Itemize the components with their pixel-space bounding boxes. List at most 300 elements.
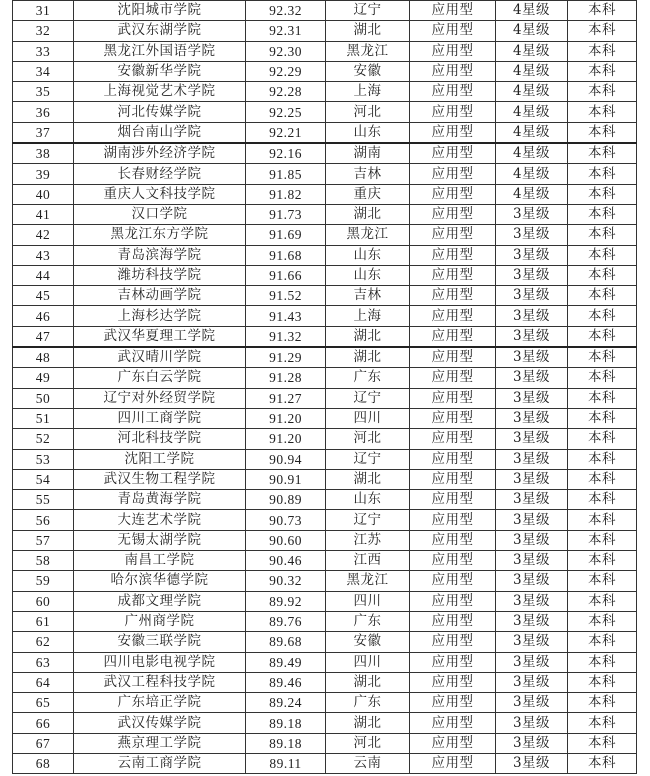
school-type-cell: 应用型	[410, 693, 496, 713]
table-row	[13, 265, 637, 285]
school-type-cell: 应用型	[410, 286, 496, 306]
score-cell: 90.32	[246, 571, 326, 591]
school-type-cell: 应用型	[410, 753, 496, 773]
university-name-cell: 武汉东湖学院	[74, 21, 246, 41]
star-level-cell: 3星级	[496, 469, 568, 489]
school-type-cell: 应用型	[410, 510, 496, 530]
score-cell: 89.68	[246, 632, 326, 652]
education-level-cell: 本科	[568, 693, 637, 713]
score-cell: 90.73	[246, 510, 326, 530]
university-name-cell: 河北传媒学院	[74, 102, 246, 122]
score-cell: 90.91	[246, 469, 326, 489]
star-level-cell: 3星级	[496, 245, 568, 265]
table-row	[13, 632, 637, 652]
province-cell: 山东	[326, 490, 410, 510]
table-row	[13, 408, 637, 428]
province-cell: 四川	[326, 408, 410, 428]
education-level-cell: 本科	[568, 286, 637, 306]
university-name-cell: 哈尔滨华德学院	[74, 571, 246, 591]
university-name-cell: 上海杉达学院	[74, 306, 246, 326]
province-cell: 广东	[326, 611, 410, 631]
university-name-cell: 青岛滨海学院	[74, 245, 246, 265]
education-level-cell: 本科	[568, 388, 637, 408]
rank-cell: 51	[13, 408, 74, 428]
star-level-cell: 3星级	[496, 388, 568, 408]
star-level-cell: 3星级	[496, 429, 568, 449]
university-name-cell: 吉林动画学院	[74, 286, 246, 306]
school-type-cell: 应用型	[410, 530, 496, 550]
star-level-cell: 3星级	[496, 713, 568, 733]
education-level-cell: 本科	[568, 530, 637, 550]
score-cell: 91.69	[246, 225, 326, 245]
rank-cell: 35	[13, 82, 74, 102]
education-level-cell: 本科	[568, 368, 637, 388]
school-type-cell: 应用型	[410, 652, 496, 672]
rank-cell: 59	[13, 571, 74, 591]
rank-cell: 31	[13, 1, 74, 21]
star-level-cell: 3星级	[496, 530, 568, 550]
province-cell: 山东	[326, 265, 410, 285]
university-name-cell: 沈阳城市学院	[74, 1, 246, 21]
star-level-cell: 3星级	[496, 510, 568, 530]
table-row	[13, 225, 637, 245]
star-level-cell: 3星级	[496, 347, 568, 368]
education-level-cell: 本科	[568, 225, 637, 245]
score-cell: 89.49	[246, 652, 326, 672]
star-level-cell: 3星级	[496, 571, 568, 591]
star-level-cell: 3星级	[496, 632, 568, 652]
score-cell: 91.27	[246, 388, 326, 408]
school-type-cell: 应用型	[410, 469, 496, 489]
university-name-cell: 武汉工程科技学院	[74, 672, 246, 692]
university-name-cell: 河北科技学院	[74, 429, 246, 449]
score-cell: 91.68	[246, 245, 326, 265]
province-cell: 湖南	[326, 143, 410, 164]
rank-cell: 39	[13, 164, 74, 184]
university-name-cell: 湖南涉外经济学院	[74, 143, 246, 164]
province-cell: 黑龙江	[326, 41, 410, 61]
score-cell: 92.30	[246, 41, 326, 61]
education-level-cell: 本科	[568, 306, 637, 326]
university-name-cell: 武汉华夏理工学院	[74, 326, 246, 347]
score-cell: 89.24	[246, 693, 326, 713]
score-cell: 89.11	[246, 753, 326, 773]
star-level-cell: 3星级	[496, 611, 568, 631]
star-level-cell: 3星级	[496, 652, 568, 672]
province-cell: 四川	[326, 591, 410, 611]
province-cell: 江西	[326, 551, 410, 571]
rank-cell: 34	[13, 61, 74, 81]
table-row	[13, 122, 637, 143]
province-cell: 上海	[326, 82, 410, 102]
university-name-cell: 青岛黄海学院	[74, 490, 246, 510]
rank-cell: 57	[13, 530, 74, 550]
rank-cell: 54	[13, 469, 74, 489]
school-type-cell: 应用型	[410, 143, 496, 164]
province-cell: 黑龙江	[326, 225, 410, 245]
star-level-cell: 3星级	[496, 306, 568, 326]
school-type-cell: 应用型	[410, 632, 496, 652]
score-cell: 91.32	[246, 326, 326, 347]
table-row	[13, 652, 637, 672]
province-cell: 云南	[326, 753, 410, 773]
education-level-cell: 本科	[568, 408, 637, 428]
star-level-cell: 4星级	[496, 143, 568, 164]
rank-cell: 40	[13, 184, 74, 204]
rank-cell: 66	[13, 713, 74, 733]
ranking-table-container	[12, 0, 636, 774]
table-row	[13, 611, 637, 631]
rank-cell: 46	[13, 306, 74, 326]
school-type-cell: 应用型	[410, 388, 496, 408]
star-level-cell: 4星级	[496, 41, 568, 61]
education-level-cell: 本科	[568, 245, 637, 265]
school-type-cell: 应用型	[410, 733, 496, 753]
rank-cell: 63	[13, 652, 74, 672]
education-level-cell: 本科	[568, 571, 637, 591]
province-cell: 黑龙江	[326, 571, 410, 591]
rank-cell: 50	[13, 388, 74, 408]
star-level-cell: 3星级	[496, 490, 568, 510]
province-cell: 山东	[326, 245, 410, 265]
score-cell: 91.20	[246, 429, 326, 449]
star-level-cell: 4星级	[496, 82, 568, 102]
education-level-cell: 本科	[568, 672, 637, 692]
score-cell: 90.60	[246, 530, 326, 550]
school-type-cell: 应用型	[410, 61, 496, 81]
rank-cell: 32	[13, 21, 74, 41]
school-type-cell: 应用型	[410, 611, 496, 631]
table-row	[13, 102, 637, 122]
university-name-cell: 沈阳工学院	[74, 449, 246, 469]
table-row	[13, 510, 637, 530]
star-level-cell: 4星级	[496, 122, 568, 143]
province-cell: 上海	[326, 306, 410, 326]
table-row	[13, 286, 637, 306]
school-type-cell: 应用型	[410, 591, 496, 611]
province-cell: 江苏	[326, 530, 410, 550]
rank-cell: 68	[13, 753, 74, 773]
table-row	[13, 143, 637, 164]
score-cell: 92.25	[246, 102, 326, 122]
province-cell: 河北	[326, 733, 410, 753]
school-type-cell: 应用型	[410, 21, 496, 41]
table-row	[13, 713, 637, 733]
university-name-cell: 武汉传媒学院	[74, 713, 246, 733]
province-cell: 湖北	[326, 672, 410, 692]
table-row	[13, 41, 637, 61]
star-level-cell: 3星级	[496, 204, 568, 224]
province-cell: 重庆	[326, 184, 410, 204]
score-cell: 91.85	[246, 164, 326, 184]
score-cell: 90.94	[246, 449, 326, 469]
rank-cell: 58	[13, 551, 74, 571]
province-cell: 广东	[326, 368, 410, 388]
star-level-cell: 3星级	[496, 753, 568, 773]
rank-cell: 55	[13, 490, 74, 510]
star-level-cell: 3星级	[496, 449, 568, 469]
star-level-cell: 3星级	[496, 408, 568, 428]
university-name-cell: 四川工商学院	[74, 408, 246, 428]
school-type-cell: 应用型	[410, 82, 496, 102]
table-row	[13, 21, 637, 41]
school-type-cell: 应用型	[410, 265, 496, 285]
university-name-cell: 成都文理学院	[74, 591, 246, 611]
education-level-cell: 本科	[568, 591, 637, 611]
rank-cell: 64	[13, 672, 74, 692]
university-name-cell: 重庆人文科技学院	[74, 184, 246, 204]
table-row	[13, 1, 637, 21]
score-cell: 91.20	[246, 408, 326, 428]
table-row	[13, 368, 637, 388]
score-cell: 91.29	[246, 347, 326, 368]
university-name-cell: 广东白云学院	[74, 368, 246, 388]
province-cell: 湖北	[326, 469, 410, 489]
university-name-cell: 长春财经学院	[74, 164, 246, 184]
school-type-cell: 应用型	[410, 408, 496, 428]
rank-cell: 33	[13, 41, 74, 61]
university-name-cell: 汉口学院	[74, 204, 246, 224]
school-type-cell: 应用型	[410, 122, 496, 143]
school-type-cell: 应用型	[410, 490, 496, 510]
score-cell: 92.31	[246, 21, 326, 41]
university-name-cell: 广州商学院	[74, 611, 246, 631]
school-type-cell: 应用型	[410, 225, 496, 245]
education-level-cell: 本科	[568, 82, 637, 102]
education-level-cell: 本科	[568, 265, 637, 285]
star-level-cell: 4星级	[496, 61, 568, 81]
score-cell: 89.18	[246, 733, 326, 753]
score-cell: 92.16	[246, 143, 326, 164]
education-level-cell: 本科	[568, 1, 637, 21]
star-level-cell: 3星级	[496, 733, 568, 753]
score-cell: 92.21	[246, 122, 326, 143]
table-row	[13, 693, 637, 713]
education-level-cell: 本科	[568, 326, 637, 347]
school-type-cell: 应用型	[410, 1, 496, 21]
education-level-cell: 本科	[568, 164, 637, 184]
province-cell: 广东	[326, 693, 410, 713]
table-row	[13, 449, 637, 469]
university-ranking-table	[12, 0, 637, 774]
university-name-cell: 潍坊科技学院	[74, 265, 246, 285]
rank-cell: 43	[13, 245, 74, 265]
rank-cell: 36	[13, 102, 74, 122]
table-row	[13, 591, 637, 611]
education-level-cell: 本科	[568, 347, 637, 368]
star-level-cell: 4星级	[496, 102, 568, 122]
university-name-cell: 黑龙江外国语学院	[74, 41, 246, 61]
province-cell: 四川	[326, 652, 410, 672]
school-type-cell: 应用型	[410, 326, 496, 347]
university-name-cell: 四川电影电视学院	[74, 652, 246, 672]
score-cell: 91.82	[246, 184, 326, 204]
score-cell: 89.46	[246, 672, 326, 692]
school-type-cell: 应用型	[410, 672, 496, 692]
university-name-cell: 武汉生物工程学院	[74, 469, 246, 489]
rank-cell: 47	[13, 326, 74, 347]
education-level-cell: 本科	[568, 733, 637, 753]
university-name-cell: 云南工商学院	[74, 753, 246, 773]
education-level-cell: 本科	[568, 713, 637, 733]
star-level-cell: 3星级	[496, 591, 568, 611]
score-cell: 92.32	[246, 1, 326, 21]
table-row	[13, 551, 637, 571]
ranking-table-body	[13, 1, 637, 774]
rank-cell: 48	[13, 347, 74, 368]
education-level-cell: 本科	[568, 429, 637, 449]
score-cell: 91.28	[246, 368, 326, 388]
education-level-cell: 本科	[568, 184, 637, 204]
rank-cell: 44	[13, 265, 74, 285]
province-cell: 河北	[326, 102, 410, 122]
education-level-cell: 本科	[568, 490, 637, 510]
table-row	[13, 530, 637, 550]
province-cell: 安徽	[326, 632, 410, 652]
school-type-cell: 应用型	[410, 429, 496, 449]
rank-cell: 62	[13, 632, 74, 652]
rank-cell: 56	[13, 510, 74, 530]
education-level-cell: 本科	[568, 204, 637, 224]
table-row	[13, 490, 637, 510]
education-level-cell: 本科	[568, 753, 637, 773]
province-cell: 湖北	[326, 713, 410, 733]
education-level-cell: 本科	[568, 551, 637, 571]
province-cell: 河北	[326, 429, 410, 449]
score-cell: 92.29	[246, 61, 326, 81]
rank-cell: 45	[13, 286, 74, 306]
province-cell: 吉林	[326, 286, 410, 306]
education-level-cell: 本科	[568, 122, 637, 143]
province-cell: 辽宁	[326, 449, 410, 469]
university-name-cell: 安徽三联学院	[74, 632, 246, 652]
university-name-cell: 大连艺术学院	[74, 510, 246, 530]
university-name-cell: 武汉晴川学院	[74, 347, 246, 368]
school-type-cell: 应用型	[410, 41, 496, 61]
star-level-cell: 3星级	[496, 551, 568, 571]
table-row	[13, 347, 637, 368]
school-type-cell: 应用型	[410, 306, 496, 326]
rank-cell: 60	[13, 591, 74, 611]
school-type-cell: 应用型	[410, 713, 496, 733]
province-cell: 湖北	[326, 21, 410, 41]
education-level-cell: 本科	[568, 102, 637, 122]
province-cell: 山东	[326, 122, 410, 143]
university-name-cell: 燕京理工学院	[74, 733, 246, 753]
university-name-cell: 安徽新华学院	[74, 61, 246, 81]
education-level-cell: 本科	[568, 21, 637, 41]
university-name-cell: 上海视觉艺术学院	[74, 82, 246, 102]
table-row	[13, 672, 637, 692]
table-row	[13, 753, 637, 773]
star-level-cell: 3星级	[496, 672, 568, 692]
table-row	[13, 326, 637, 347]
rank-cell: 52	[13, 429, 74, 449]
star-level-cell: 4星级	[496, 21, 568, 41]
rank-cell: 37	[13, 122, 74, 143]
table-row	[13, 469, 637, 489]
school-type-cell: 应用型	[410, 245, 496, 265]
table-row	[13, 82, 637, 102]
score-cell: 90.89	[246, 490, 326, 510]
university-name-cell: 辽宁对外经贸学院	[74, 388, 246, 408]
school-type-cell: 应用型	[410, 204, 496, 224]
rank-cell: 38	[13, 143, 74, 164]
province-cell: 辽宁	[326, 510, 410, 530]
province-cell: 湖北	[326, 204, 410, 224]
star-level-cell: 3星级	[496, 286, 568, 306]
education-level-cell: 本科	[568, 611, 637, 631]
star-level-cell: 4星级	[496, 184, 568, 204]
education-level-cell: 本科	[568, 632, 637, 652]
table-row	[13, 204, 637, 224]
university-name-cell: 烟台南山学院	[74, 122, 246, 143]
star-level-cell: 4星级	[496, 164, 568, 184]
education-level-cell: 本科	[568, 510, 637, 530]
score-cell: 89.92	[246, 591, 326, 611]
table-row	[13, 61, 637, 81]
score-cell: 91.52	[246, 286, 326, 306]
rank-cell: 67	[13, 733, 74, 753]
province-cell: 吉林	[326, 164, 410, 184]
school-type-cell: 应用型	[410, 347, 496, 368]
score-cell: 89.18	[246, 713, 326, 733]
school-type-cell: 应用型	[410, 449, 496, 469]
table-row	[13, 571, 637, 591]
score-cell: 92.28	[246, 82, 326, 102]
university-name-cell: 广东培正学院	[74, 693, 246, 713]
table-row	[13, 388, 637, 408]
rank-cell: 41	[13, 204, 74, 224]
rank-cell: 53	[13, 449, 74, 469]
province-cell: 湖北	[326, 347, 410, 368]
table-row	[13, 429, 637, 449]
education-level-cell: 本科	[568, 652, 637, 672]
rank-cell: 42	[13, 225, 74, 245]
score-cell: 91.73	[246, 204, 326, 224]
table-row	[13, 184, 637, 204]
table-row	[13, 733, 637, 753]
school-type-cell: 应用型	[410, 184, 496, 204]
province-cell: 辽宁	[326, 388, 410, 408]
star-level-cell: 3星级	[496, 368, 568, 388]
education-level-cell: 本科	[568, 449, 637, 469]
rank-cell: 49	[13, 368, 74, 388]
rank-cell: 61	[13, 611, 74, 631]
province-cell: 安徽	[326, 61, 410, 81]
score-cell: 91.43	[246, 306, 326, 326]
school-type-cell: 应用型	[410, 368, 496, 388]
province-cell: 湖北	[326, 326, 410, 347]
school-type-cell: 应用型	[410, 102, 496, 122]
table-row	[13, 306, 637, 326]
star-level-cell: 3星级	[496, 265, 568, 285]
score-cell: 89.76	[246, 611, 326, 631]
school-type-cell: 应用型	[410, 164, 496, 184]
education-level-cell: 本科	[568, 143, 637, 164]
education-level-cell: 本科	[568, 41, 637, 61]
school-type-cell: 应用型	[410, 551, 496, 571]
education-level-cell: 本科	[568, 469, 637, 489]
star-level-cell: 3星级	[496, 326, 568, 347]
table-row	[13, 164, 637, 184]
score-cell: 91.66	[246, 265, 326, 285]
school-type-cell: 应用型	[410, 571, 496, 591]
table-row	[13, 245, 637, 265]
score-cell: 90.46	[246, 551, 326, 571]
university-name-cell: 无锡太湖学院	[74, 530, 246, 550]
province-cell: 辽宁	[326, 1, 410, 21]
